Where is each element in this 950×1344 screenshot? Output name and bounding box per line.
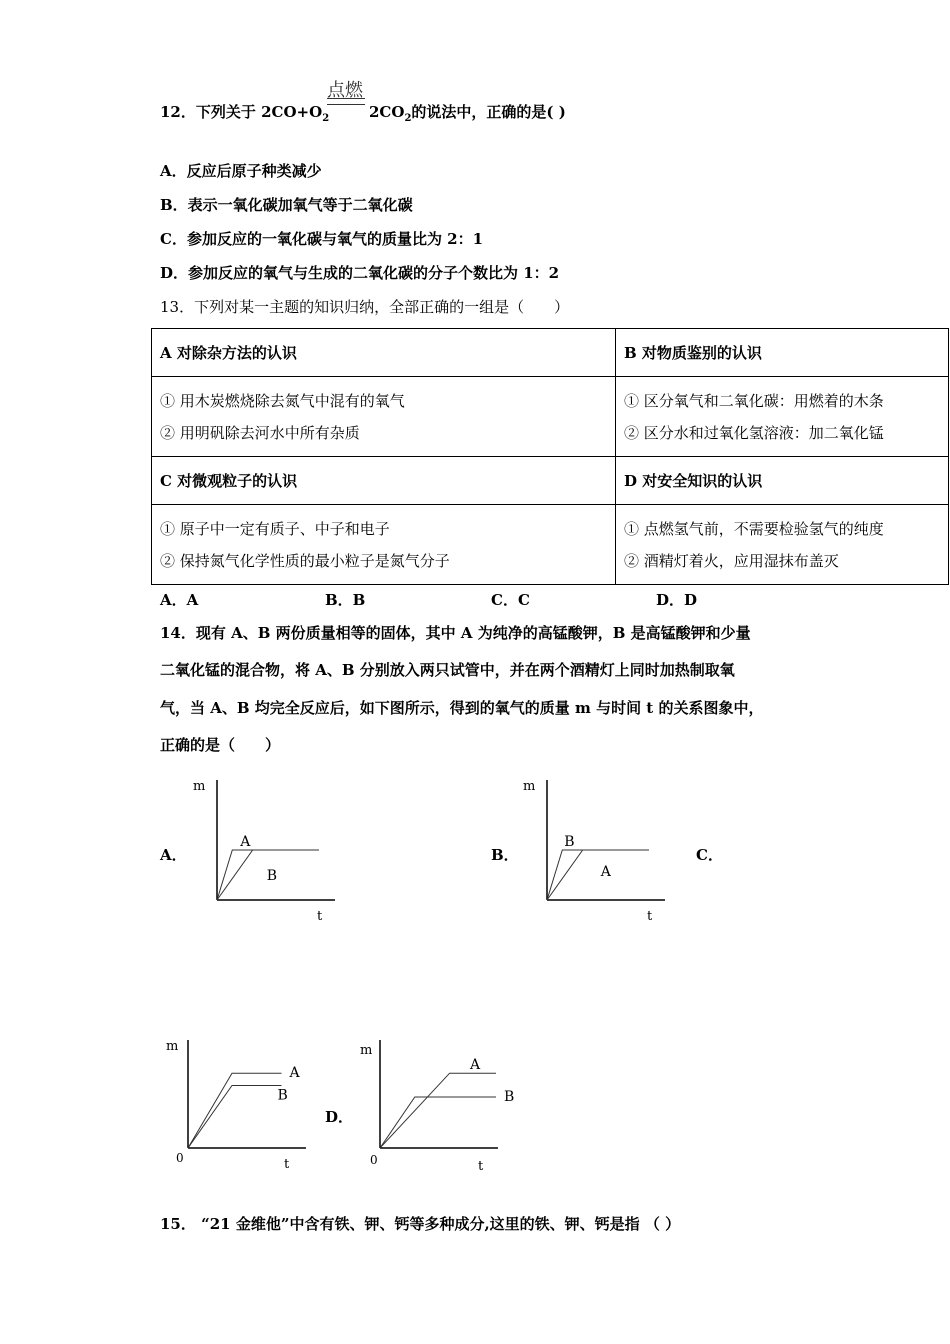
- q13-stem: 13．下列对某一主题的知识归纳，全部正确的一组是（ ）: [160, 298, 570, 316]
- series-label-a: A: [600, 864, 611, 880]
- q12-option-a: A．反应后原子种类减少: [160, 162, 322, 180]
- q14-line-2: 二氧化锰的混合物，将 A、B 分别放入两只试管中，并在两个酒精灯上同时加热制取氧: [160, 661, 735, 679]
- q14-option-c-label: C．: [696, 846, 723, 864]
- q13-choice-d: D．D: [656, 591, 698, 609]
- series-label-b: B: [277, 1087, 288, 1104]
- cell-b-head: B 对物质鉴别的认识: [616, 329, 949, 377]
- x-axis-label: t: [317, 909, 323, 924]
- series-label-b: B: [504, 1088, 515, 1105]
- q13-choice-c: C．C: [491, 591, 530, 609]
- cell-a-head: A 对除杂方法的认识: [152, 329, 616, 377]
- graph-option-b: [515, 770, 675, 930]
- x-axis-label: t: [647, 909, 653, 924]
- origin-label: 0: [176, 1151, 184, 1165]
- series-line-a: [188, 1073, 282, 1148]
- series-line-a: [380, 1073, 496, 1148]
- q14-option-d-label: D．: [325, 1108, 354, 1126]
- q12-stem: 12．下列关于 $2CO+O_2$: [160, 103, 330, 124]
- q13-choice-a: A．A: [160, 591, 199, 609]
- series-label-a: A: [470, 1057, 481, 1074]
- q12-option-c: C．参加反应的一氧化碳与氧气的质量比为 2：1: [160, 230, 484, 248]
- q13-choice-b: B．B: [325, 591, 366, 609]
- cell-c-body: ① 原子中一定有质子、中子和电子 ② 保持氮气化学性质的最小粒子是氮气分子: [152, 505, 616, 585]
- cell-a-body: ① 用木炭燃烧除去氮气中混有的氧气 ② 用明矾除去河水中所有杂质: [152, 377, 616, 457]
- graph-option-a: [185, 770, 345, 930]
- y-axis-label: m: [166, 1039, 179, 1054]
- q12-option-d: D．参加反应的氧气与生成的二氧化碳的分子个数比为 1：2: [160, 264, 560, 282]
- cell-d-head: D 对安全知识的认识: [616, 457, 949, 505]
- knowledge-table: [151, 328, 949, 585]
- q14-option-b-label: B．: [491, 846, 519, 864]
- x-axis-label: t: [284, 1157, 290, 1172]
- graph-option-d: [352, 1030, 515, 1180]
- y-axis-label: m: [523, 779, 536, 794]
- q14-line-3: 气，当 A、B 均完全反应后，如下图所示，得到的氧气的质量 m 与时间 t 的关系图象中，: [160, 699, 764, 717]
- series-label-b: B: [266, 868, 277, 884]
- series-line-b: [380, 1097, 496, 1148]
- y-axis-label: m: [360, 1043, 373, 1058]
- reaction-condition: 点燃: [327, 80, 363, 101]
- equals-arrow: [327, 98, 365, 105]
- series-label-b: B: [564, 834, 575, 850]
- series-line-b: [188, 1086, 282, 1148]
- x-axis-label: t: [478, 1159, 484, 1174]
- series-label-a: A: [240, 834, 251, 850]
- series-line-a: [547, 850, 649, 900]
- q14-line-1: 14．现有 A、B 两份质量相等的固体，其中 A 为纯净的高锰酸钾，B 是高锰酸钾和少量: [160, 624, 751, 642]
- cell-c-head: C 对微观粒子的认识: [152, 457, 616, 505]
- origin-label: 0: [370, 1153, 378, 1167]
- q12-stem-after: $2CO_2$的说法中，正确的是( ): [369, 103, 566, 124]
- q12-option-b: B．表示一氧化碳加氧气等于二氧化碳: [160, 196, 413, 214]
- q15-stem: 15． “21 金维他”中含有铁、钾、钙等多种成分,这里的铁、钾、钙是指 （ ）: [160, 1215, 681, 1233]
- cell-d-body: ① 点燃氢气前，不需要检验氢气的纯度 ② 酒精灯着火，应用湿抹布盖灭: [616, 505, 949, 585]
- q14-option-a-label: A．: [160, 846, 187, 864]
- q14-line-4: 正确的是（ ）: [160, 736, 281, 754]
- graph-option-c: [158, 1030, 318, 1180]
- cell-b-body: ① 区分氧气和二氧化碳：用燃着的木条 ② 区分水和过氧化氢溶液：加二氧化锰: [616, 377, 949, 457]
- series-line-b: [547, 850, 649, 900]
- y-axis-label: m: [193, 779, 206, 794]
- series-label-a: A: [289, 1065, 300, 1082]
